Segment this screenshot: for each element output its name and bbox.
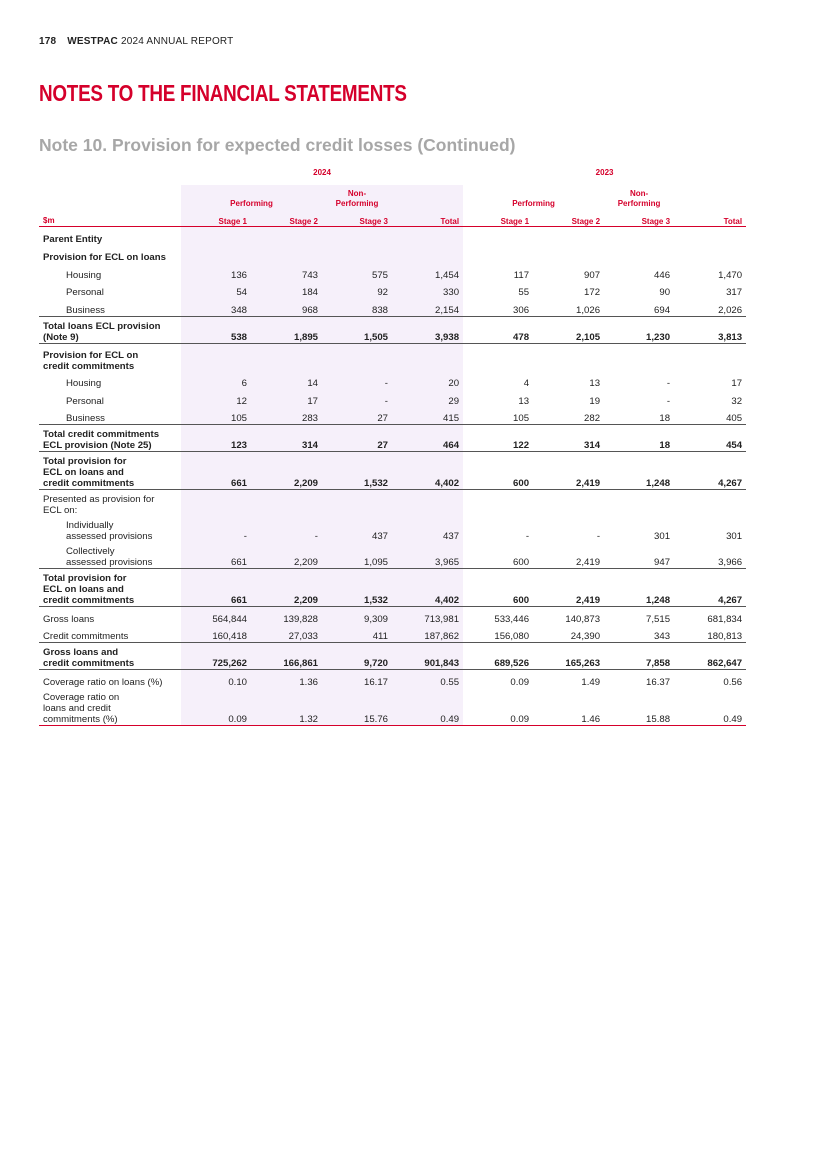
cell-value xyxy=(392,245,463,263)
cell-value: 600 xyxy=(463,569,533,607)
table-row xyxy=(39,643,746,670)
row-label: Individually assessed provisions xyxy=(66,520,153,542)
row-label: Provision for ECL on loans xyxy=(43,252,166,263)
row-label: Parent Entity xyxy=(43,234,103,245)
table-row xyxy=(39,490,746,517)
cell-value: 1.36 xyxy=(251,670,322,688)
cell-value: 1,532 xyxy=(322,452,392,490)
cell-value: 27 xyxy=(322,425,392,452)
note-title: Note 10. Provision for expected credit losses (Continued) xyxy=(39,135,516,155)
row-label: Housing xyxy=(66,378,102,389)
cell-value xyxy=(674,343,746,372)
cell-value: 1,505 xyxy=(322,316,392,343)
row-label: Total loans ECL provision (Note 9) xyxy=(39,316,181,343)
cell-value xyxy=(463,245,533,263)
cell-value: 2,209 xyxy=(251,452,322,490)
cell-value: 838 xyxy=(322,298,392,316)
cell-value: 2,419 xyxy=(533,569,604,607)
table-row xyxy=(39,281,746,299)
table-row xyxy=(39,625,746,643)
cell-value: 907 xyxy=(584,269,601,281)
cell-value: 54 xyxy=(181,281,251,299)
cell-value: 2,026 xyxy=(674,298,746,316)
cell-value xyxy=(463,227,533,246)
stage-header-1: Stage 2 xyxy=(251,209,322,227)
table-row xyxy=(39,607,746,625)
table-row xyxy=(39,407,746,425)
cell-value xyxy=(181,245,251,263)
cell-value: 90 xyxy=(659,287,671,298)
cell-value: 575 xyxy=(322,263,392,281)
year-header-row xyxy=(39,168,746,185)
cell-value: 1,895 xyxy=(251,316,322,343)
cell-value: 564,844 xyxy=(181,607,251,625)
cell-value: 464 xyxy=(392,425,463,452)
row-label: Business xyxy=(39,298,181,316)
cell-value xyxy=(674,227,746,246)
cell-value: 968 xyxy=(251,298,322,316)
cell-value: - xyxy=(525,531,530,542)
cell-value: 314 xyxy=(251,425,322,452)
table-row xyxy=(39,569,746,607)
cell-value: 15.88 xyxy=(604,688,674,726)
cell-value: 600 xyxy=(463,452,533,490)
cell-value: 301 xyxy=(726,531,743,542)
cell-value xyxy=(181,343,251,372)
stage-header-4: Stage 1 xyxy=(463,209,533,227)
cell-value: 160,418 xyxy=(181,625,251,643)
cell-value: 694 xyxy=(604,298,674,316)
cell-value: 15.76 xyxy=(322,688,392,726)
cell-value: 4,267 xyxy=(674,452,746,490)
cell-value: 105 xyxy=(463,407,533,425)
row-label: Total provision for ECL on loans and credit commitments xyxy=(39,569,181,607)
table-row xyxy=(39,688,746,726)
stage-header-row xyxy=(39,209,746,227)
cell-value: 2,154 xyxy=(392,298,463,316)
table-row xyxy=(39,425,746,452)
cell-value: 411 xyxy=(322,625,392,643)
cell-value: 2,209 xyxy=(251,542,322,569)
cell-value: 166,861 xyxy=(251,643,322,670)
cell-value: 172 xyxy=(584,287,601,298)
cell-value: 55 xyxy=(518,287,530,298)
table-row xyxy=(39,227,746,246)
cell-value xyxy=(604,343,674,372)
cell-value xyxy=(604,490,674,517)
stage-header-6: Stage 3 xyxy=(604,209,674,227)
cell-value: 681,834 xyxy=(707,613,743,625)
cell-value: 0.56 xyxy=(723,676,743,688)
cell-value: 0.09 xyxy=(463,688,533,726)
cell-value: 314 xyxy=(533,425,604,452)
cell-value xyxy=(181,227,251,246)
cell-value: 4,402 xyxy=(392,569,463,607)
cell-value xyxy=(322,227,392,246)
cell-value: 405 xyxy=(674,407,746,425)
cell-value: 533,446 xyxy=(494,613,530,625)
cell-value: 1,454 xyxy=(392,263,463,281)
cell-value: 725,262 xyxy=(181,643,251,670)
table-row xyxy=(39,263,746,281)
cell-value: 1,230 xyxy=(604,316,674,343)
cell-value xyxy=(392,227,463,246)
cell-value xyxy=(322,245,392,263)
cell-value: 446 xyxy=(654,269,671,281)
report-name: 2024 ANNUAL REPORT xyxy=(120,36,234,47)
table-row xyxy=(39,670,746,688)
cell-value: 4,402 xyxy=(392,452,463,490)
cell-value: 139,828 xyxy=(251,607,322,625)
cell-value: 7,515 xyxy=(646,613,671,625)
stage-header-7: Total xyxy=(674,209,746,227)
cell-value: 24,390 xyxy=(533,625,604,643)
cell-value: - xyxy=(251,516,322,542)
year-header-2024: 2024 xyxy=(181,168,463,185)
cell-value: 14 xyxy=(251,372,322,390)
cell-value: 105 xyxy=(181,407,251,425)
cell-value: 437 xyxy=(322,516,392,542)
cell-value: 2,105 xyxy=(533,316,604,343)
cell-value: 184 xyxy=(251,281,322,299)
cell-value xyxy=(251,343,322,372)
cell-value: 901,843 xyxy=(392,643,463,670)
cell-value: 1.46 xyxy=(533,688,604,726)
cell-value xyxy=(604,227,674,246)
group-header-row xyxy=(39,185,746,209)
cell-value: 17 xyxy=(251,389,322,407)
cell-value: 3,938 xyxy=(392,316,463,343)
cell-value: 140,873 xyxy=(565,613,601,625)
cell-value: 1,248 xyxy=(604,569,674,607)
row-label: Personal xyxy=(66,395,104,407)
cell-value: 0.09 xyxy=(510,676,530,688)
stage-header-0: Stage 1 xyxy=(181,209,251,227)
row-label: Gross loans and credit commitments xyxy=(39,643,181,670)
cell-value: 2,209 xyxy=(251,569,322,607)
non-performing-header-2023: Non- Performing xyxy=(617,189,661,208)
cell-value: 743 xyxy=(251,263,322,281)
cell-value: 713,981 xyxy=(392,607,463,625)
cell-value: 13 xyxy=(589,378,601,389)
table-row xyxy=(39,516,746,542)
unit-label: $m xyxy=(39,209,181,227)
cell-value xyxy=(533,343,604,372)
cell-value: 689,526 xyxy=(463,643,533,670)
cell-value: 20 xyxy=(392,372,463,390)
cell-value: 9,309 xyxy=(322,607,392,625)
cell-value: 0.09 xyxy=(181,688,251,726)
cell-value: 0.10 xyxy=(181,670,251,688)
cell-value: 156,080 xyxy=(463,625,533,643)
cell-value: 0.49 xyxy=(674,688,746,726)
stage-header-2: Stage 3 xyxy=(322,209,392,227)
year-header-2023: 2023 xyxy=(595,168,614,177)
cell-value: 117 xyxy=(513,269,530,281)
cell-value xyxy=(674,245,746,263)
stage-header-5: Stage 2 xyxy=(533,209,604,227)
non-performing-header-2024: Non- Performing xyxy=(322,185,392,209)
cell-value: 600 xyxy=(463,542,533,569)
cell-value: 92 xyxy=(322,281,392,299)
table-row xyxy=(39,316,746,343)
cell-value: - xyxy=(322,372,392,390)
row-label: Gross loans xyxy=(43,613,95,625)
cell-value: - xyxy=(181,516,251,542)
cell-value: 3,813 xyxy=(674,316,746,343)
cell-value: 16.37 xyxy=(646,676,671,688)
row-label: Total credit commitments ECL provision (Note 25) xyxy=(39,425,181,452)
cell-value: 12 xyxy=(181,389,251,407)
cell-value: 1,532 xyxy=(322,569,392,607)
cell-value: 17 xyxy=(731,378,743,389)
cell-value xyxy=(322,343,392,372)
ecl-table-container xyxy=(39,168,746,726)
cell-value: 282 xyxy=(533,407,604,425)
cell-value: 1.49 xyxy=(581,676,601,688)
cell-value: 165,263 xyxy=(533,643,604,670)
cell-value: 330 xyxy=(392,281,463,299)
cell-value: 437 xyxy=(392,516,463,542)
cell-value: 123 xyxy=(181,425,251,452)
cell-value: 18 xyxy=(604,425,674,452)
cell-value xyxy=(181,490,251,517)
performing-header-2024: Performing xyxy=(181,185,322,209)
cell-value: 538 xyxy=(181,316,251,343)
row-label: Presented as provision for ECL on: xyxy=(43,494,155,516)
cell-value: 122 xyxy=(463,425,533,452)
row-label: Coverage ratio on loans (%) xyxy=(43,676,163,688)
stage-header-3: Total xyxy=(392,209,463,227)
cell-value: - xyxy=(666,395,671,407)
row-label: Collectively assessed provisions xyxy=(39,542,181,569)
cell-value: 187,862 xyxy=(392,625,463,643)
cell-value: 32 xyxy=(731,395,743,407)
cell-value xyxy=(392,490,463,517)
cell-value: 1,095 xyxy=(322,542,392,569)
cell-value: 301 xyxy=(654,531,671,542)
cell-value: 947 xyxy=(604,542,674,569)
table-body xyxy=(39,227,746,726)
cell-value xyxy=(251,490,322,517)
row-label: Housing xyxy=(66,269,102,281)
cell-value: 3,966 xyxy=(674,542,746,569)
cell-value xyxy=(463,343,533,372)
row-label: Personal xyxy=(66,287,104,298)
table-row xyxy=(39,372,746,390)
table-row xyxy=(39,452,746,490)
cell-value: 7,858 xyxy=(604,643,674,670)
cell-value xyxy=(322,490,392,517)
cell-value: 661 xyxy=(181,542,251,569)
cell-value: 136 xyxy=(181,263,251,281)
cell-value: 4 xyxy=(523,378,530,389)
cell-value: 4,267 xyxy=(674,569,746,607)
brand-name: WESTPAC xyxy=(67,36,118,47)
cell-value: 415 xyxy=(392,407,463,425)
cell-value: 306 xyxy=(463,298,533,316)
cell-value: 661 xyxy=(181,452,251,490)
cell-value: 478 xyxy=(463,316,533,343)
cell-value: 3,965 xyxy=(392,542,463,569)
cell-value: 27 xyxy=(322,407,392,425)
cell-value xyxy=(533,245,604,263)
table-row xyxy=(39,542,746,569)
cell-value: 29 xyxy=(392,389,463,407)
row-label: Provision for ECL on credit commitments xyxy=(43,349,139,372)
cell-value xyxy=(674,490,746,517)
cell-value: 27,033 xyxy=(251,625,322,643)
cell-value: 6 xyxy=(181,372,251,390)
cell-value: 1.32 xyxy=(251,688,322,726)
cell-value: 9,720 xyxy=(322,643,392,670)
table-row xyxy=(39,245,746,263)
cell-value xyxy=(251,245,322,263)
cell-value xyxy=(533,490,604,517)
cell-value: 180,813 xyxy=(674,625,746,643)
cell-value: 13 xyxy=(518,395,530,407)
row-label: Credit commitments xyxy=(39,625,181,643)
page-header xyxy=(39,36,233,47)
ecl-table xyxy=(39,168,746,726)
cell-value xyxy=(392,343,463,372)
page-number: 178 xyxy=(39,36,57,47)
cell-value: 1,470 xyxy=(718,269,743,281)
section-title: NOTES TO THE FINANCIAL STATEMENTS xyxy=(39,80,407,106)
cell-value: 2,419 xyxy=(533,452,604,490)
cell-value: 1,248 xyxy=(604,452,674,490)
cell-value: - xyxy=(666,378,671,389)
cell-value: 0.49 xyxy=(392,688,463,726)
cell-value: 16.17 xyxy=(322,670,392,688)
row-label: Coverage ratio on loans and credit commitments (%) xyxy=(39,688,181,726)
cell-value: 454 xyxy=(674,425,746,452)
cell-value: 19 xyxy=(589,395,601,407)
cell-value: 862,647 xyxy=(674,643,746,670)
cell-value xyxy=(604,245,674,263)
table-row xyxy=(39,343,746,372)
performing-header-2023: Performing xyxy=(512,199,555,208)
cell-value: 1,026 xyxy=(533,298,604,316)
cell-value: 18 xyxy=(604,407,674,425)
cell-value: - xyxy=(322,389,392,407)
cell-value: 348 xyxy=(181,298,251,316)
cell-value xyxy=(251,227,322,246)
row-label: Business xyxy=(39,407,181,425)
cell-value: 0.55 xyxy=(392,670,463,688)
cell-value: 2,419 xyxy=(533,542,604,569)
cell-value xyxy=(533,227,604,246)
cell-value xyxy=(463,490,533,517)
table-row xyxy=(39,389,746,407)
cell-value: 317 xyxy=(726,287,743,298)
table-row xyxy=(39,298,746,316)
cell-value: 661 xyxy=(181,569,251,607)
cell-value: 283 xyxy=(251,407,322,425)
cell-value: 343 xyxy=(604,625,674,643)
cell-value: - xyxy=(596,531,601,542)
row-label: Total provision for ECL on loans and credit commitments xyxy=(39,452,181,490)
